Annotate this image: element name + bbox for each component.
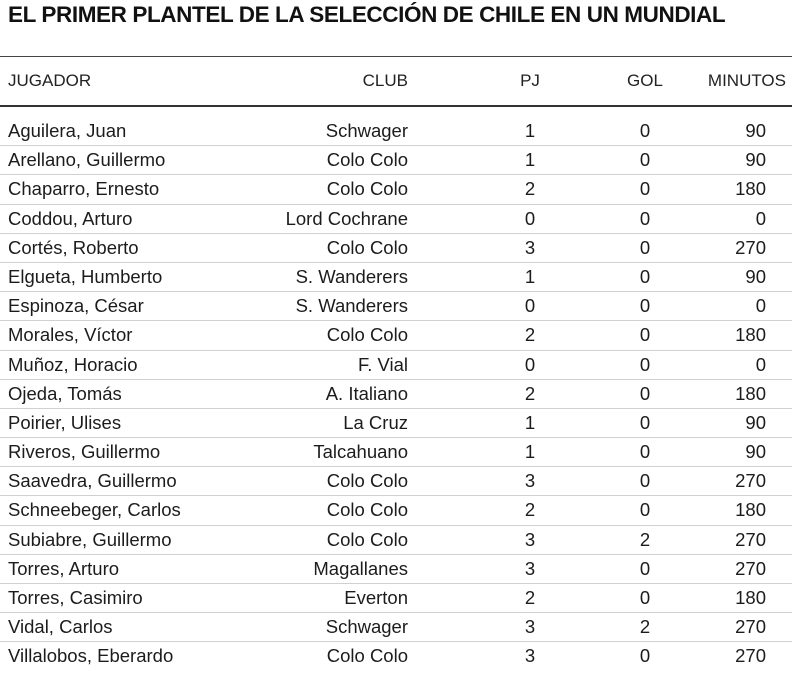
cell-player: Torres, Arturo (8, 557, 120, 579)
cell-minutos: 90 (745, 265, 766, 287)
header-player: JUGADOR (8, 71, 92, 90)
cell-minutos: 90 (745, 411, 766, 433)
cell-pj: 1 (524, 265, 536, 287)
cell-club: A. Italiano (325, 382, 408, 404)
cell-minutos: 180 (735, 178, 766, 200)
cell-player: Chaparro, Ernesto (8, 178, 160, 200)
cell-minutos: 180 (735, 499, 766, 521)
table-row (0, 205, 792, 234)
cell-gol: 0 (639, 470, 651, 492)
cell-club: Colo Colo (326, 324, 408, 346)
table-header (0, 57, 792, 107)
cell-club: Schwager (325, 616, 408, 638)
cell-club: Colo Colo (326, 236, 408, 258)
table-row (0, 146, 792, 175)
table-row (0, 409, 792, 438)
table-row (0, 584, 792, 613)
cell-minutos: 90 (745, 441, 766, 463)
cell-club: Colo Colo (326, 149, 408, 171)
table-row (0, 292, 792, 321)
table-row (0, 321, 792, 350)
cell-gol: 2 (639, 616, 651, 638)
cell-gol: 0 (639, 441, 651, 463)
cell-club: F. Vial (357, 353, 408, 375)
table-row (0, 351, 792, 380)
cell-club: S. Wanderers (295, 265, 408, 287)
cell-pj: 2 (524, 178, 536, 200)
cell-club: Magallanes (313, 557, 408, 579)
header-club: CLUB (362, 71, 408, 90)
cell-gol: 0 (639, 295, 651, 317)
cell-gol: 0 (639, 236, 651, 258)
cell-gol: 0 (639, 587, 651, 608)
cell-club: Colo Colo (326, 499, 408, 521)
cell-gol: 0 (639, 149, 651, 171)
cell-minutos: 270 (735, 528, 766, 550)
cell-gol: 0 (639, 557, 651, 579)
cell-gol: 0 (639, 207, 651, 229)
cell-player: Torres, Casimiro (8, 587, 143, 608)
cell-gol: 0 (639, 120, 651, 141)
cell-player: Cortés, Roberto (8, 236, 139, 258)
table-row (0, 117, 792, 146)
cell-player: Morales, Víctor (8, 324, 133, 346)
cell-gol: 0 (639, 178, 651, 200)
cell-club: S. Wanderers (295, 295, 408, 317)
cell-player: Coddou, Arturo (8, 207, 133, 229)
cell-pj: 2 (524, 499, 536, 521)
cell-player: Villalobos, Eberardo (8, 645, 174, 667)
cell-pj: 0 (524, 353, 536, 375)
table-row (0, 263, 792, 292)
cell-pj: 2 (524, 382, 536, 404)
cell-minutos: 270 (735, 557, 766, 579)
cell-gol: 2 (639, 528, 651, 550)
table-row (0, 467, 792, 496)
cell-gol: 0 (639, 645, 651, 667)
cell-club: Lord Cochrane (285, 207, 408, 229)
cell-player: Ojeda, Tomás (8, 382, 122, 404)
cell-gol: 0 (639, 499, 651, 521)
cell-minutos: 270 (735, 616, 766, 638)
cell-minutos: 180 (735, 587, 766, 608)
cell-minutos: 270 (735, 470, 766, 492)
cell-minutos: 90 (745, 120, 766, 141)
cell-player: Arellano, Guillermo (8, 149, 166, 171)
cell-club: Colo Colo (326, 528, 408, 550)
table-row (0, 526, 792, 555)
cell-player: Elgueta, Humberto (8, 265, 163, 287)
table-row (0, 642, 792, 671)
cell-club: Talcahuano (313, 441, 408, 463)
cell-minutos: 0 (755, 353, 766, 375)
cell-minutos: 270 (735, 236, 766, 258)
table-row (0, 496, 792, 525)
table-row (0, 438, 792, 467)
cell-pj: 3 (524, 236, 536, 258)
cell-player: Espinoza, César (8, 295, 144, 317)
cell-player: Muñoz, Horacio (8, 353, 138, 375)
cell-pj: 1 (524, 120, 536, 141)
cell-pj: 1 (524, 149, 536, 171)
table-title: EL PRIMER PLANTEL DE LA SELECCIÓN DE CHILE EN UN MUNDIAL (8, 2, 726, 27)
cell-club: Colo Colo (326, 645, 408, 667)
cell-club: La Cruz (343, 411, 408, 433)
cell-pj: 1 (524, 411, 536, 433)
cell-club: Colo Colo (326, 470, 408, 492)
cell-gol: 0 (639, 382, 651, 404)
cell-pj: 3 (524, 528, 536, 550)
cell-club: Schwager (325, 120, 408, 141)
header-pj: PJ (520, 71, 540, 90)
cell-player: Schneebeger, Carlos (8, 499, 181, 521)
cell-club: Colo Colo (326, 178, 408, 200)
cell-pj: 0 (524, 295, 536, 317)
cell-pj: 0 (524, 207, 536, 229)
cell-club: Everton (344, 587, 408, 608)
cell-pj: 3 (524, 470, 536, 492)
cell-gol: 0 (639, 353, 651, 375)
cell-pj: 2 (524, 324, 536, 346)
cell-gol: 0 (639, 324, 651, 346)
table-row (0, 380, 792, 409)
cell-player: Poirier, Ulises (8, 411, 122, 433)
table-row (0, 613, 792, 642)
cell-gol: 0 (639, 265, 651, 287)
cell-pj: 1 (524, 441, 536, 463)
cell-player: Aguilera, Juan (8, 120, 127, 141)
cell-pj: 3 (524, 645, 536, 667)
header-minutos: MINUTOS (707, 71, 786, 90)
cell-pj: 3 (524, 616, 536, 638)
cell-minutos: 180 (735, 324, 766, 346)
cell-minutos: 90 (745, 149, 766, 171)
cell-minutos: 0 (755, 295, 766, 317)
cell-player: Saavedra, Guillermo (8, 470, 177, 492)
cell-minutos: 0 (755, 207, 766, 229)
cell-minutos: 270 (735, 645, 766, 667)
cell-pj: 2 (524, 587, 536, 608)
cell-minutos: 180 (735, 382, 766, 404)
header-gol: GOL (627, 71, 663, 90)
cell-gol: 0 (639, 411, 651, 433)
table-row (0, 234, 792, 263)
table-row (0, 555, 792, 584)
cell-player: Subiabre, Guillermo (8, 528, 172, 550)
table-body (0, 117, 792, 672)
cell-player: Riveros, Guillermo (8, 441, 161, 463)
cell-player: Vidal, Carlos (8, 616, 113, 638)
cell-pj: 3 (524, 557, 536, 579)
table-row (0, 175, 792, 204)
